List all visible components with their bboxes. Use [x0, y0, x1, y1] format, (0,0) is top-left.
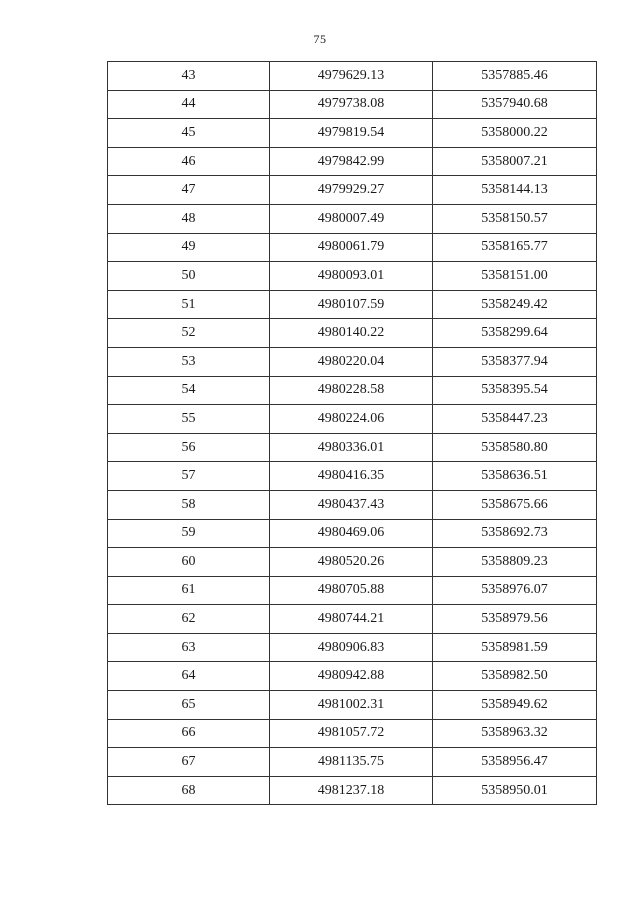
y-coordinate-cell: 5357885.46 [433, 62, 597, 91]
x-coordinate-cell: 4979842.99 [270, 147, 433, 176]
point-number-cell: 57 [108, 462, 270, 491]
table-row [108, 576, 597, 605]
x-coordinate-cell: 4980437.43 [270, 490, 433, 519]
point-number-cell: 67 [108, 748, 270, 777]
coordinates-table [107, 61, 597, 805]
x-coordinate-cell: 4979929.27 [270, 176, 433, 205]
page-number: 75 [313, 32, 327, 46]
table-row [108, 90, 597, 119]
point-number-cell: 61 [108, 576, 270, 605]
point-number-cell: 50 [108, 262, 270, 291]
y-coordinate-cell: 5358981.59 [433, 633, 597, 662]
point-number-cell: 48 [108, 204, 270, 233]
point-number-cell: 59 [108, 519, 270, 548]
table-row [108, 290, 597, 319]
y-coordinate-cell: 5358165.77 [433, 233, 597, 262]
point-number-cell: 63 [108, 633, 270, 662]
table-row [108, 605, 597, 634]
x-coordinate-cell: 4980220.04 [270, 347, 433, 376]
x-coordinate-cell: 4979738.08 [270, 90, 433, 119]
y-coordinate-cell: 5358675.66 [433, 490, 597, 519]
point-number-cell: 49 [108, 233, 270, 262]
table-row [108, 62, 597, 91]
y-coordinate-cell: 5358150.57 [433, 204, 597, 233]
y-coordinate-cell: 5358377.94 [433, 347, 597, 376]
point-number-cell: 68 [108, 776, 270, 805]
point-number-cell: 54 [108, 376, 270, 405]
point-number-cell: 53 [108, 347, 270, 376]
y-coordinate-cell: 5358950.01 [433, 776, 597, 805]
point-number-cell: 47 [108, 176, 270, 205]
x-coordinate-cell: 4980061.79 [270, 233, 433, 262]
x-coordinate-cell: 4980224.06 [270, 405, 433, 434]
y-coordinate-cell: 5358299.64 [433, 319, 597, 348]
table-row [108, 319, 597, 348]
table-row [108, 376, 597, 405]
point-number-cell: 44 [108, 90, 270, 119]
table-row [108, 176, 597, 205]
table-row [108, 262, 597, 291]
x-coordinate-cell: 4979819.54 [270, 119, 433, 148]
x-coordinate-cell: 4980416.35 [270, 462, 433, 491]
x-coordinate-cell: 4980469.06 [270, 519, 433, 548]
y-coordinate-cell: 5358249.42 [433, 290, 597, 319]
point-number-cell: 60 [108, 548, 270, 577]
x-coordinate-cell: 4980336.01 [270, 433, 433, 462]
y-coordinate-cell: 5358963.32 [433, 719, 597, 748]
point-number-cell: 51 [108, 290, 270, 319]
x-coordinate-cell: 4980093.01 [270, 262, 433, 291]
x-coordinate-cell: 4980705.88 [270, 576, 433, 605]
coordinates-table-body [108, 62, 597, 805]
y-coordinate-cell: 5358447.23 [433, 405, 597, 434]
table-row [108, 633, 597, 662]
table-row [108, 719, 597, 748]
table-row [108, 204, 597, 233]
y-coordinate-cell: 5358956.47 [433, 748, 597, 777]
y-coordinate-cell: 5358636.51 [433, 462, 597, 491]
y-coordinate-cell: 5358007.21 [433, 147, 597, 176]
y-coordinate-cell: 5358000.22 [433, 119, 597, 148]
table-row [108, 433, 597, 462]
y-coordinate-cell: 5357940.68 [433, 90, 597, 119]
table-row [108, 548, 597, 577]
y-coordinate-cell: 5358580.80 [433, 433, 597, 462]
point-number-cell: 43 [108, 62, 270, 91]
x-coordinate-cell: 4979629.13 [270, 62, 433, 91]
y-coordinate-cell: 5358692.73 [433, 519, 597, 548]
y-coordinate-cell: 5358976.07 [433, 576, 597, 605]
table-row [108, 748, 597, 777]
y-coordinate-cell: 5358395.54 [433, 376, 597, 405]
table-row [108, 776, 597, 805]
point-number-cell: 52 [108, 319, 270, 348]
table-row [108, 662, 597, 691]
table-row [108, 347, 597, 376]
x-coordinate-cell: 4980520.26 [270, 548, 433, 577]
table-row [108, 691, 597, 720]
x-coordinate-cell: 4980744.21 [270, 605, 433, 634]
y-coordinate-cell: 5358809.23 [433, 548, 597, 577]
table-row [108, 233, 597, 262]
point-number-cell: 56 [108, 433, 270, 462]
table-row [108, 490, 597, 519]
y-coordinate-cell: 5358982.50 [433, 662, 597, 691]
x-coordinate-cell: 4980942.88 [270, 662, 433, 691]
point-number-cell: 55 [108, 405, 270, 434]
point-number-cell: 46 [108, 147, 270, 176]
table-row [108, 405, 597, 434]
x-coordinate-cell: 4980140.22 [270, 319, 433, 348]
y-coordinate-cell: 5358979.56 [433, 605, 597, 634]
x-coordinate-cell: 4980228.58 [270, 376, 433, 405]
table-row [108, 519, 597, 548]
x-coordinate-cell: 4980906.83 [270, 633, 433, 662]
point-number-cell: 64 [108, 662, 270, 691]
x-coordinate-cell: 4980107.59 [270, 290, 433, 319]
point-number-cell: 62 [108, 605, 270, 634]
x-coordinate-cell: 4980007.49 [270, 204, 433, 233]
x-coordinate-cell: 4981237.18 [270, 776, 433, 805]
table-row [108, 462, 597, 491]
y-coordinate-cell: 5358949.62 [433, 691, 597, 720]
point-number-cell: 65 [108, 691, 270, 720]
x-coordinate-cell: 4981057.72 [270, 719, 433, 748]
x-coordinate-cell: 4981002.31 [270, 691, 433, 720]
y-coordinate-cell: 5358144.13 [433, 176, 597, 205]
y-coordinate-cell: 5358151.00 [433, 262, 597, 291]
point-number-cell: 45 [108, 119, 270, 148]
point-number-cell: 66 [108, 719, 270, 748]
point-number-cell: 58 [108, 490, 270, 519]
table-row [108, 147, 597, 176]
table-row [108, 119, 597, 148]
x-coordinate-cell: 4981135.75 [270, 748, 433, 777]
